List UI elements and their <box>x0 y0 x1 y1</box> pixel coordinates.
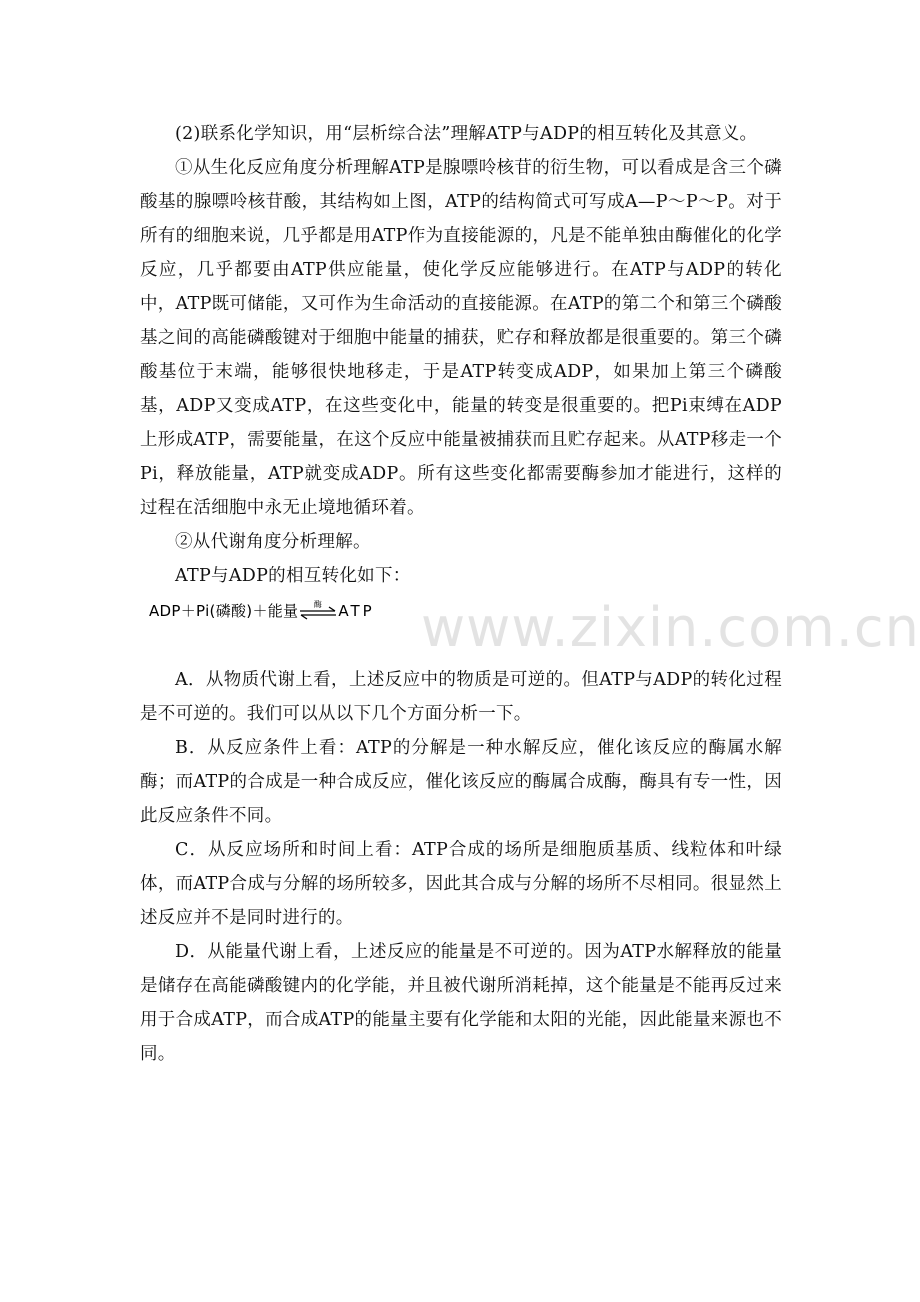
paragraph-point-d: D．从能量代谢上看，上述反应的能量是不可逆的。因为ATP水解释放的能量是储存在高能磷酸键内的化学能，并且被代谢所消耗掉，这个能量是不能再反过来用于合成ATP，而合成ATP的能量主要有化学能和太阳的光能，因此能量来源也不同。 <box>140 942 782 1064</box>
document-body <box>140 117 782 1071</box>
equation-left-side: ADP＋Pi(磷酸)＋能量 <box>149 601 299 620</box>
paragraph-metabolic-view: ②从代谢角度分析理解。 <box>175 532 371 552</box>
paragraph-section-2: (2)联系化学知识，用“层析综合法”理解ATP与ADP的相互转化及其意义。 <box>175 124 758 144</box>
paragraph-point-c: C．从反应场所和时间上看：ATP合成的场所是细胞质基质、线粒体和叶绿体，而ATP合成与分解的场所较多，因此其合成与分解的场所不尽相同。很显然上述反应并不是同时进行的。 <box>140 840 782 928</box>
blank-line <box>140 627 782 663</box>
equation-right-side: ATP <box>338 601 375 620</box>
reversible-arrow-icon <box>298 600 338 622</box>
enzyme-label: 酶 <box>314 599 323 609</box>
watermark-text: www.zixin.com.cn <box>421 596 920 659</box>
paragraph-point-b: B．从反应条件上看：ATP的分解是一种水解反应，催化该反应的酶属水解酶；而ATP的合成是一种合成反应，催化该反应的酶属合成酶，酶具有专一性，因此反应条件不同。 <box>140 738 782 826</box>
atp-adp-equation <box>149 593 782 627</box>
paragraph-biochemical-view: ①从生化反应角度分析理解ATP是腺嘌呤核苷的衍生物，可以看成是含三个磷酸基的腺嘌呤核苷酸，其结构如上图，ATP的结构简式可写成A—P～P～P。对于所有的细胞来说，几乎都是用ATP作为直接能源的，凡是不能单独由酶催化的化学反应，几乎都要由ATP供应能量，使化学反应能够进行。在ATP与ADP的转化中，ATP既可储能，又可作为生命活动的直接能源。在ATP的第二个和第三个磷酸基之间的高能磷酸键对于细胞中能量的捕获，贮存和释放都是很重要的。第三个磷酸基位于末端，能够很快地移走，于是ATP转变成ADP，如果加上第三个磷酸基，ADP又变成ATP，在这些变化中，能量的转变是很重要的。把Pi束缚在ADP上形成ATP，需要能量，在这个反应中能量被捕获而且贮存起来。从ATP移走一个Pi，释放能量，ATP就变成ADP。所有这些变化都需要酶参加才能进行，这样的过程在活细胞中永无止境地循环着。 <box>140 158 782 518</box>
paragraph-point-a: A．从物质代谢上看，上述反应中的物质是可逆的。但ATP与ADP的转化过程是不可逆的。我们可以从以下几个方面分析一下。 <box>140 670 782 724</box>
paragraph-conversion-intro: ATP与ADP的相互转化如下： <box>175 566 411 586</box>
